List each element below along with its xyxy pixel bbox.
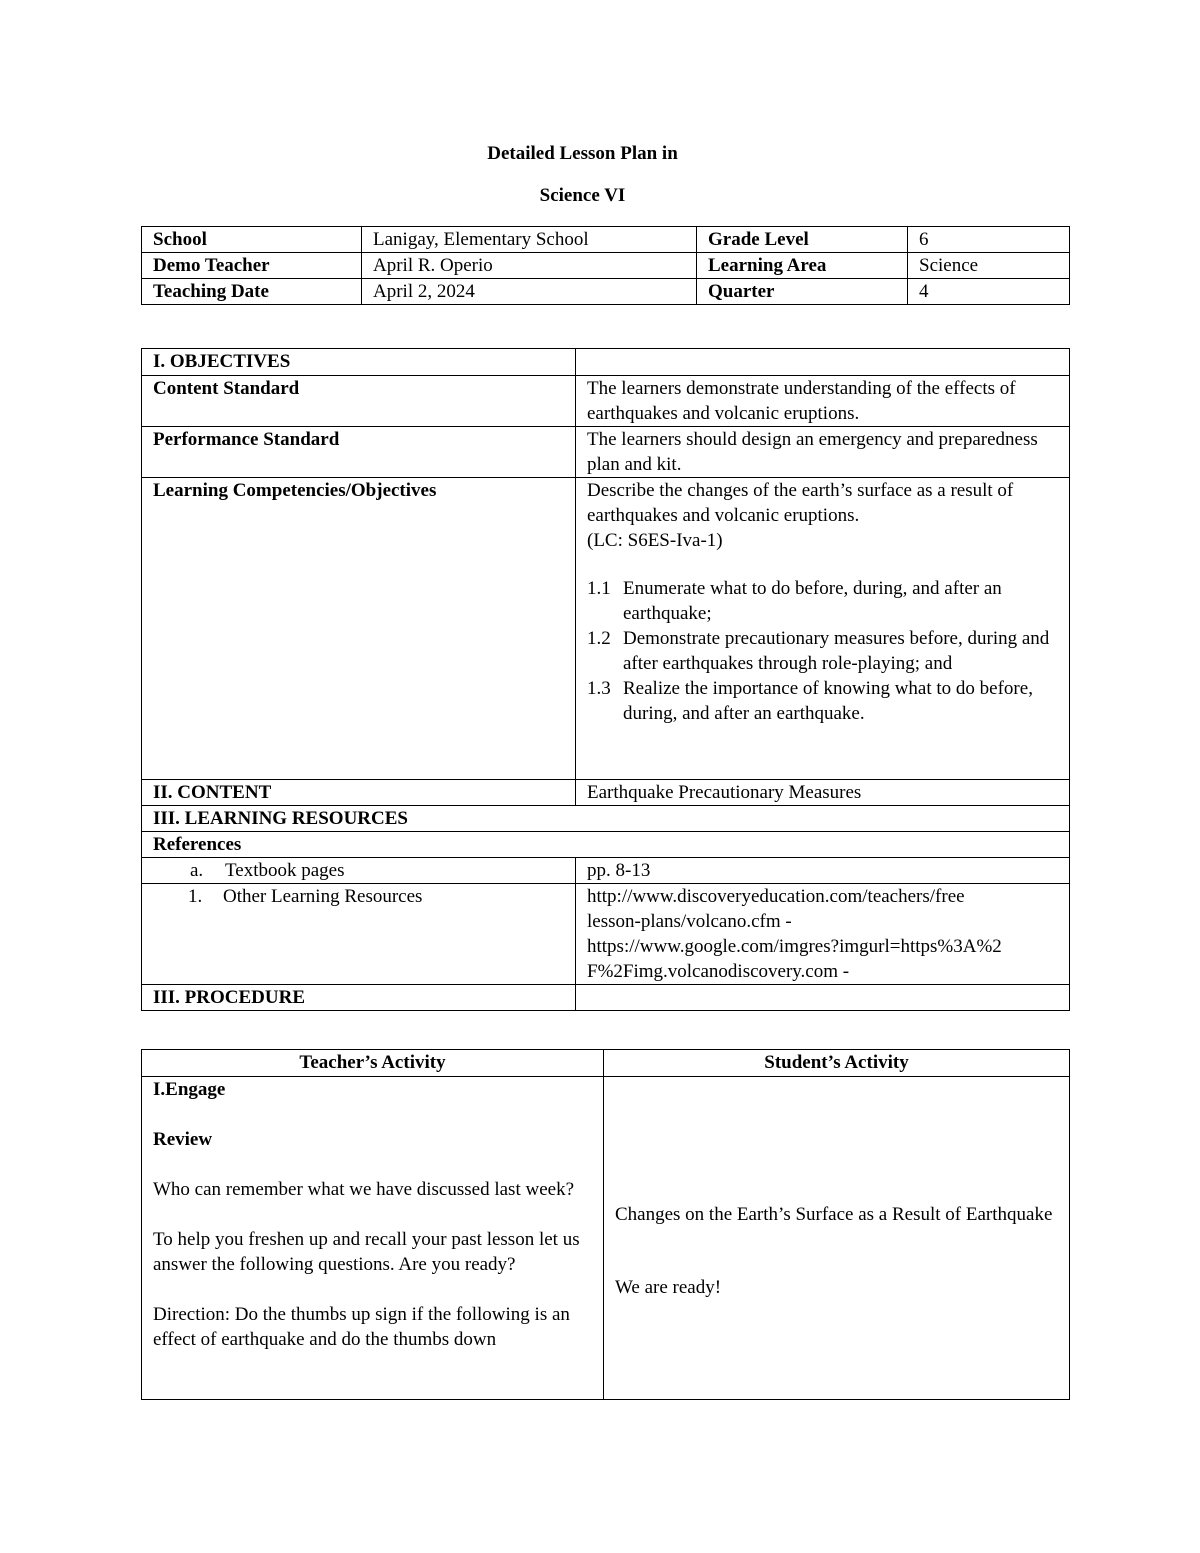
content-standard-value: The learners demonstrate understanding of the effects of earthquakes and volcanic eruptions. <box>576 376 1070 427</box>
teacher-activity-cell <box>142 1077 604 1400</box>
other-resources-label-cell <box>142 884 576 985</box>
resource-link: http://www.discoveryeducation.com/teachers/free <box>587 886 965 907</box>
performance-standard-value: The learners should design an emergency and preparedness plan and kit. <box>576 427 1070 478</box>
teacher-question: To help you freshen up and recall your past lesson let us answer the following questions. Are you ready? <box>153 1229 580 1275</box>
school-label: School <box>153 229 207 250</box>
table-row <box>142 780 1070 806</box>
other-resources-label: Other Learning Resources <box>223 886 423 907</box>
lesson-info-table <box>141 226 1070 305</box>
table-row <box>142 806 1070 832</box>
resource-link: F%2Fimg.volcanodiscovery.com - <box>587 961 850 982</box>
table-row <box>142 985 1070 1011</box>
textbook-label: Textbook pages <box>225 860 345 881</box>
teacher-activity-header: Teacher’s Activity <box>142 1050 604 1077</box>
other-resources-value <box>576 884 1070 985</box>
resource-link: lesson-plans/volcano.cfm - <box>587 911 792 932</box>
table-row <box>142 1050 1070 1077</box>
table-row <box>142 349 1070 376</box>
table-row <box>142 832 1070 858</box>
student-answer: We are ready! <box>615 1277 722 1298</box>
review-label: Review <box>153 1129 213 1150</box>
teacher-direction: Direction: Do the thumbs up sign if the following is an effect of earthquake and do the thumbs down <box>153 1304 570 1350</box>
references-label: References <box>153 834 242 855</box>
competencies-code: (LC: S6ES-Iva-1) <box>587 530 723 551</box>
other-resources-marker: 1. <box>188 886 203 907</box>
document-subtitle: Science VI <box>539 185 626 206</box>
content-value: Earthquake Precautionary Measures <box>576 780 1070 806</box>
demo-teacher-label: Demo Teacher <box>153 255 270 276</box>
demo-teacher-value: April R. Operio <box>362 253 697 279</box>
resource-link: https://www.google.com/imgres?imgurl=https%3A%2 <box>587 936 1002 957</box>
student-activity-header: Student’s Activity <box>604 1050 1070 1077</box>
list-item: 1.3 Realize the importance of knowing what to do before, during, and after an earthquake. <box>587 678 1033 724</box>
learning-area-value: Science <box>908 253 1070 279</box>
table-row <box>142 427 1070 478</box>
student-answer: Changes on the Earth’s Surface as a Result of Earthquake <box>615 1204 1053 1225</box>
textbook-value: pp. 8-13 <box>576 858 1070 884</box>
learning-resources-heading: III. LEARNING RESOURCES <box>153 808 408 829</box>
table-row <box>142 376 1070 427</box>
content-standard-label: Content Standard <box>153 378 300 399</box>
teacher-question: Who can remember what we have discussed last week? <box>153 1179 574 1200</box>
quarter-label: Quarter <box>708 281 775 302</box>
competencies-label: Learning Competencies/Objectives <box>153 480 437 501</box>
objectives-heading: I. OBJECTIVES <box>153 351 291 372</box>
competencies-list <box>587 576 1069 726</box>
grade-level-value: 6 <box>908 227 1070 253</box>
list-item: 1.2 Demonstrate precautionary measures before, during and after earthquakes through role-playing; and <box>587 628 1050 674</box>
textbook-label-cell <box>142 858 576 884</box>
grade-level-label: Grade Level <box>708 229 809 250</box>
table-row <box>142 884 1070 985</box>
table-row <box>142 227 1070 253</box>
learning-area-label: Learning Area <box>708 255 827 276</box>
engage-label: I.Engage <box>153 1079 226 1100</box>
content-heading: II. CONTENT <box>153 782 272 803</box>
textbook-marker: a. <box>190 860 204 881</box>
table-row <box>142 1077 1070 1400</box>
competencies-intro: Describe the changes of the earth’s surface as a result of earthquakes and volcanic eruptions. <box>587 480 1014 526</box>
table-row <box>142 478 1070 780</box>
teaching-date-value: April 2, 2024 <box>362 279 697 305</box>
performance-standard-label: Performance Standard <box>153 429 340 450</box>
table-row <box>142 253 1070 279</box>
list-item: 1.1 Enumerate what to do before, during, and after an earthquake; <box>587 578 1002 624</box>
student-activity-cell <box>604 1077 1070 1400</box>
table-row <box>142 858 1070 884</box>
table-row <box>142 279 1070 305</box>
activity-table <box>141 1049 1070 1400</box>
document-title: Detailed Lesson Plan in <box>487 143 678 164</box>
quarter-value: 4 <box>908 279 1070 305</box>
teaching-date-label: Teaching Date <box>153 281 269 302</box>
school-value: Lanigay, Elementary School <box>362 227 697 253</box>
procedure-heading: III. PROCEDURE <box>153 987 306 1008</box>
objectives-table <box>141 348 1070 1011</box>
